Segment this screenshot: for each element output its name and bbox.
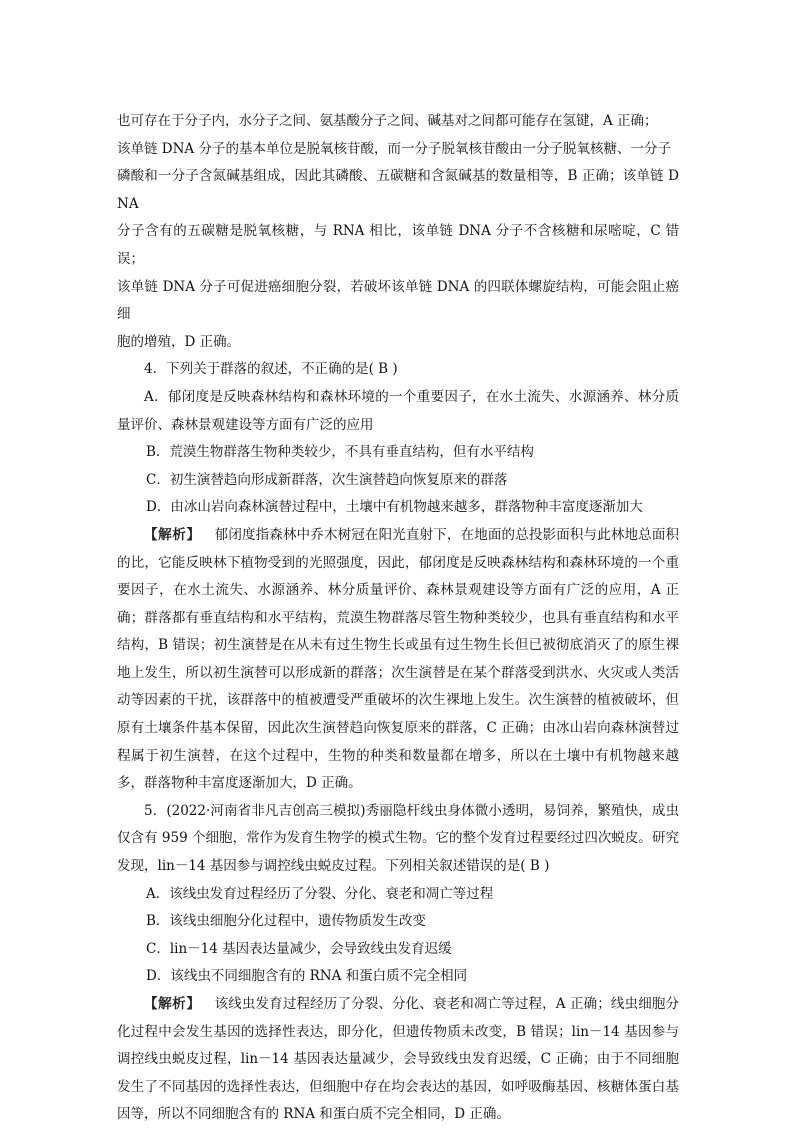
- question-5: [117, 798, 679, 1129]
- option-b: B．荒漠生物群落生物种类较少，不具有垂直结构，但有水平结构: [146, 444, 534, 461]
- option-a: A．郁闭度是反映森林结构和森林环境的一个重要因子，在水土流失、水源涵养、林分质量评价、森林景观建设等方面有广泛的应用: [117, 388, 679, 433]
- analysis-paragraph: [117, 991, 679, 1129]
- option-b: B．该线虫细胞分化过程中，遗传物质发生改变: [146, 913, 426, 930]
- analysis-text: 该线虫发育过程经历了分裂、分化、衰老和凋亡等过程，A 正确；线虫细胞分化过程中会发生基因的选择性表达，即分化，但遗传物质未改变，B 错误；lin－14 基因参与调控线虫蜕皮过程，lin－14 基因表达量减少，会导致线虫发育迟缓，C 正确；由于不同细胞发生了不同基因的选择性表达，但细胞中存在均会表达的基因，如呼吸酶基因、核糖体蛋白基因等，所以不同细胞含有的 RNA 和蛋白质不完全相同，D 正确。: [117, 996, 679, 1123]
- text-line: 胞的增殖，D 正确。: [117, 333, 241, 350]
- continued-analysis: [117, 108, 679, 356]
- text-line: 分子含有的五碳糖是脱氧核糖，与 RNA 相比，该单链 DNA 分子不含核糖和尿嘧啶，C 错误；: [117, 223, 679, 267]
- question-stem: 4．下列关于群落的叙述，不正确的是( B ): [144, 361, 398, 378]
- option-d: D．由冰山岩向森林演替过程中，土壤中有机物越来越多，群落物种丰富度逐渐加大: [146, 499, 643, 516]
- analysis-paragraph: [117, 522, 679, 798]
- text-line: 也可存在于分子内，水分子之间、氨基酸分子之间、碱基对之间都可能存在氢键，A 正确；: [117, 113, 658, 129]
- analysis-label: 【解析】: [144, 526, 201, 543]
- question-stem: 5．(2022·河南省非凡吉创高三模拟)秀丽隐杆线虫身体微小透明，易饲养，繁殖快，成虫仅含有 959 个细胞，常作为发育生物学的模式生物。它的整个发育过程要经过四次蜕皮。研究发现，lin－14 基因参与调控线虫蜕皮过程。下列相关叙述错误的是( B ): [117, 802, 679, 875]
- text-line: 该单链 DNA 分子可促进癌细胞分裂，若破坏该单链 DNA 的四联体螺旋结构，可能会阻止癌细: [117, 278, 679, 323]
- text-line: 磷酸和一分子含氮碱基组成，因此其磷酸、五碳糖和含氮碱基的数量相等，B 正确；该单链 DNA: [117, 168, 679, 212]
- analysis-label: 【解析】: [144, 996, 201, 1012]
- option-d: D．该线虫不同细胞含有的 RNA 和蛋白质不完全相同: [146, 968, 468, 985]
- page-content: [117, 108, 679, 1129]
- question-4: [117, 356, 679, 798]
- option-c: C．初生演替趋向形成新群落，次生演替趋向恢复原来的群落: [146, 471, 508, 488]
- analysis-text: 郁闭度指森林中乔木树冠在阳光直射下，在地面的总投影面积与此林地总面积的比，它能反映林下植物受到的光照强度，因此，郁闭度是反映森林结构和森林环境的一个重要因子，在水土流失、水源涵养、林分质量评价、森林景观建设等方面有广泛的应用，A 正确；群落都有垂直结构和水平结构，荒漠生物群落尽管生物种类较少，也具有垂直结构和水平结构，B 错误；初生演替是在从未有过生物生长或虽有过生物生长但已被彻底消灭了的原生裸地上发生，所以初生演替可以形成新的群落；次生演替是在某个群落受到洪水、火灾或人类活动等因素的干扰，该群落中的植被遭受严重破坏的次生裸地上发生。次生演替的植被破坏，但原有土壤条件基本保留，因此次生演替趋向恢复原来的群落，C 正确；由冰山岩向森林演替过程属于初生演替，在这个过程中，生物的种类和数量都在增多，所以在土壤中有机物越来越多，群落物种丰富度逐渐加大，D 正确。: [117, 526, 680, 792]
- option-a: A．该线虫发育过程经历了分裂、分化、衰老和凋亡等过程: [146, 885, 494, 902]
- text-line: 该单链 DNA 分子的基本单位是脱氧核苷酸，而一分子脱氧核苷酸由一分子脱氧核糖、一分子: [117, 140, 671, 157]
- option-c: C．lin－14 基因表达量减少，会导致线虫发育迟缓: [146, 940, 452, 957]
